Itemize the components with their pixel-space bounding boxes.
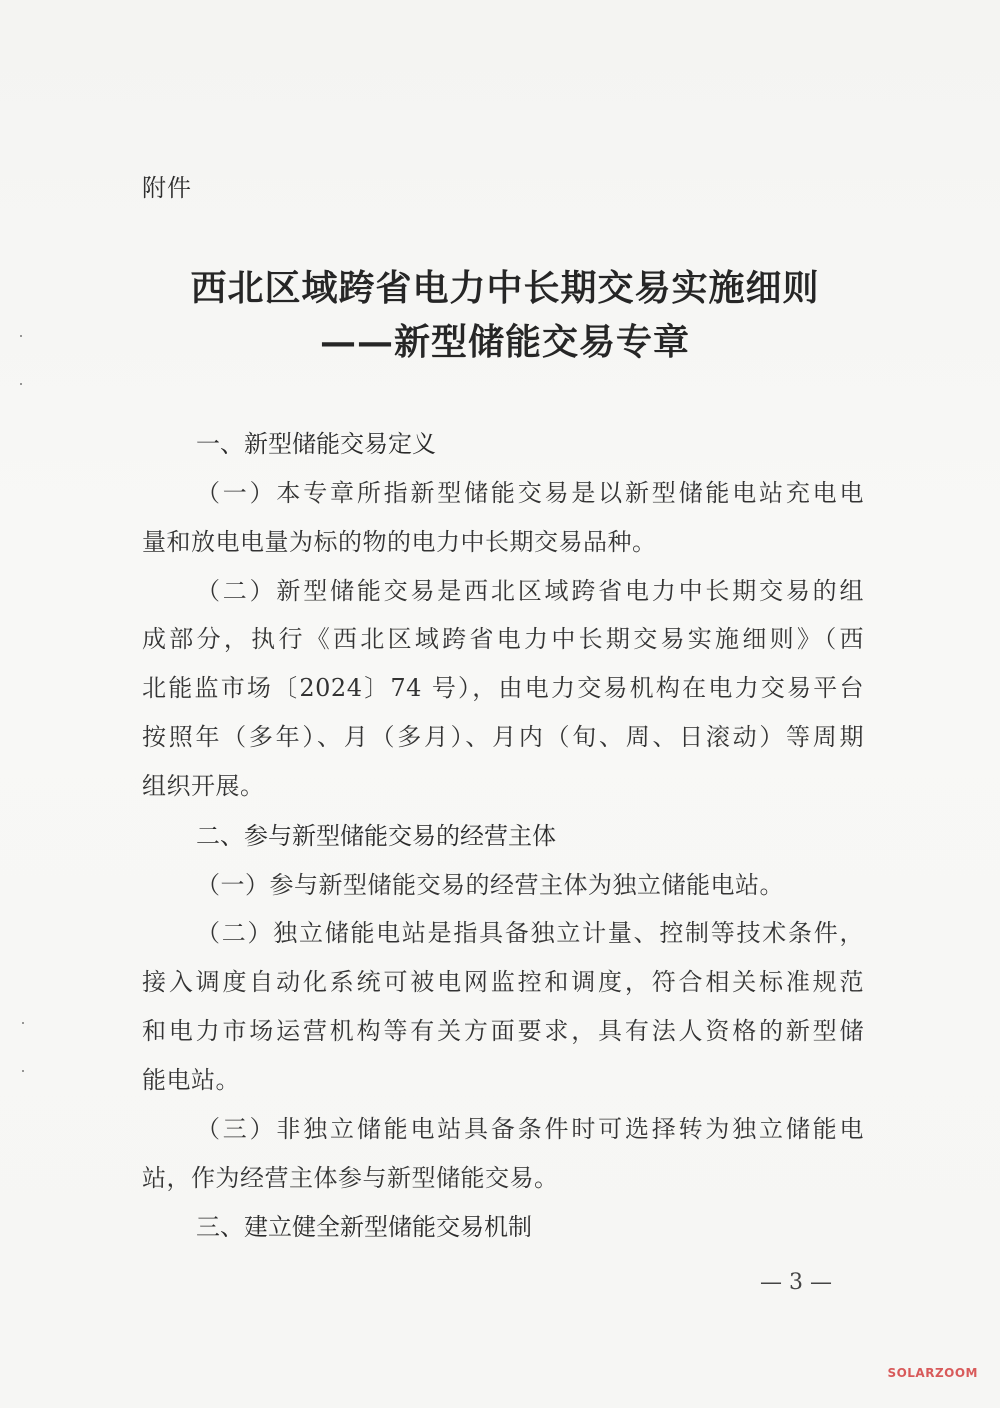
scan-speck	[20, 383, 22, 385]
scan-speck	[22, 1022, 24, 1024]
section-heading: 三、建立健全新型储能交易机制	[196, 1213, 532, 1241]
attachment-label: 附件	[142, 174, 192, 202]
page-number: — 3 —	[760, 1270, 832, 1295]
paragraph-line: 站，作为经营主体参与新型储能交易。	[142, 1164, 559, 1192]
paragraph-line: （一）参与新型储能交易的经营主体为独立储能电站。	[196, 871, 784, 899]
paragraph-line: （三）非独立储能电站具备条件时可选择转为独立储能电	[196, 1115, 864, 1143]
paragraph-line: 接入调度自动化系统可被电网监控和调度，符合相关标准规范	[142, 968, 864, 996]
paragraph-line: 北能监市场〔2024〕74 号），由电力交易机构在电力交易平台	[142, 674, 864, 702]
paragraph-line: 组织开展。	[142, 772, 265, 800]
section-heading: 一、新型储能交易定义	[196, 430, 436, 458]
watermark-logo: SOLARZOOM	[887, 1366, 978, 1380]
paragraph-line: 按照年（多年）、月（多月）、月内（旬、周、日滚动）等周期	[142, 723, 864, 751]
paragraph-line: 能电站。	[142, 1066, 240, 1094]
paragraph-line: （二）独立储能电站是指具备独立计量、控制等技术条件，	[196, 919, 864, 947]
paragraph-line: （一）本专章所指新型储能交易是以新型储能电站充电电	[196, 479, 864, 507]
section-heading: 二、参与新型储能交易的经营主体	[196, 822, 556, 850]
paragraph-line: 量和放电电量为标的物的电力中长期交易品种。	[142, 528, 657, 556]
paragraph-line: （二）新型储能交易是西北区域跨省电力中长期交易的组	[196, 577, 864, 605]
scan-speck	[22, 1070, 24, 1072]
document-title: 西北区域跨省电力中长期交易实施细则	[190, 267, 820, 309]
paragraph-line: 成部分，执行《西北区域跨省电力中长期交易实施细则》（西	[142, 625, 864, 653]
paragraph-line: 和电力市场运营机构等有关方面要求，具有法人资格的新型储	[142, 1017, 864, 1045]
document-subtitle: ——新型储能交易专章	[319, 321, 690, 363]
